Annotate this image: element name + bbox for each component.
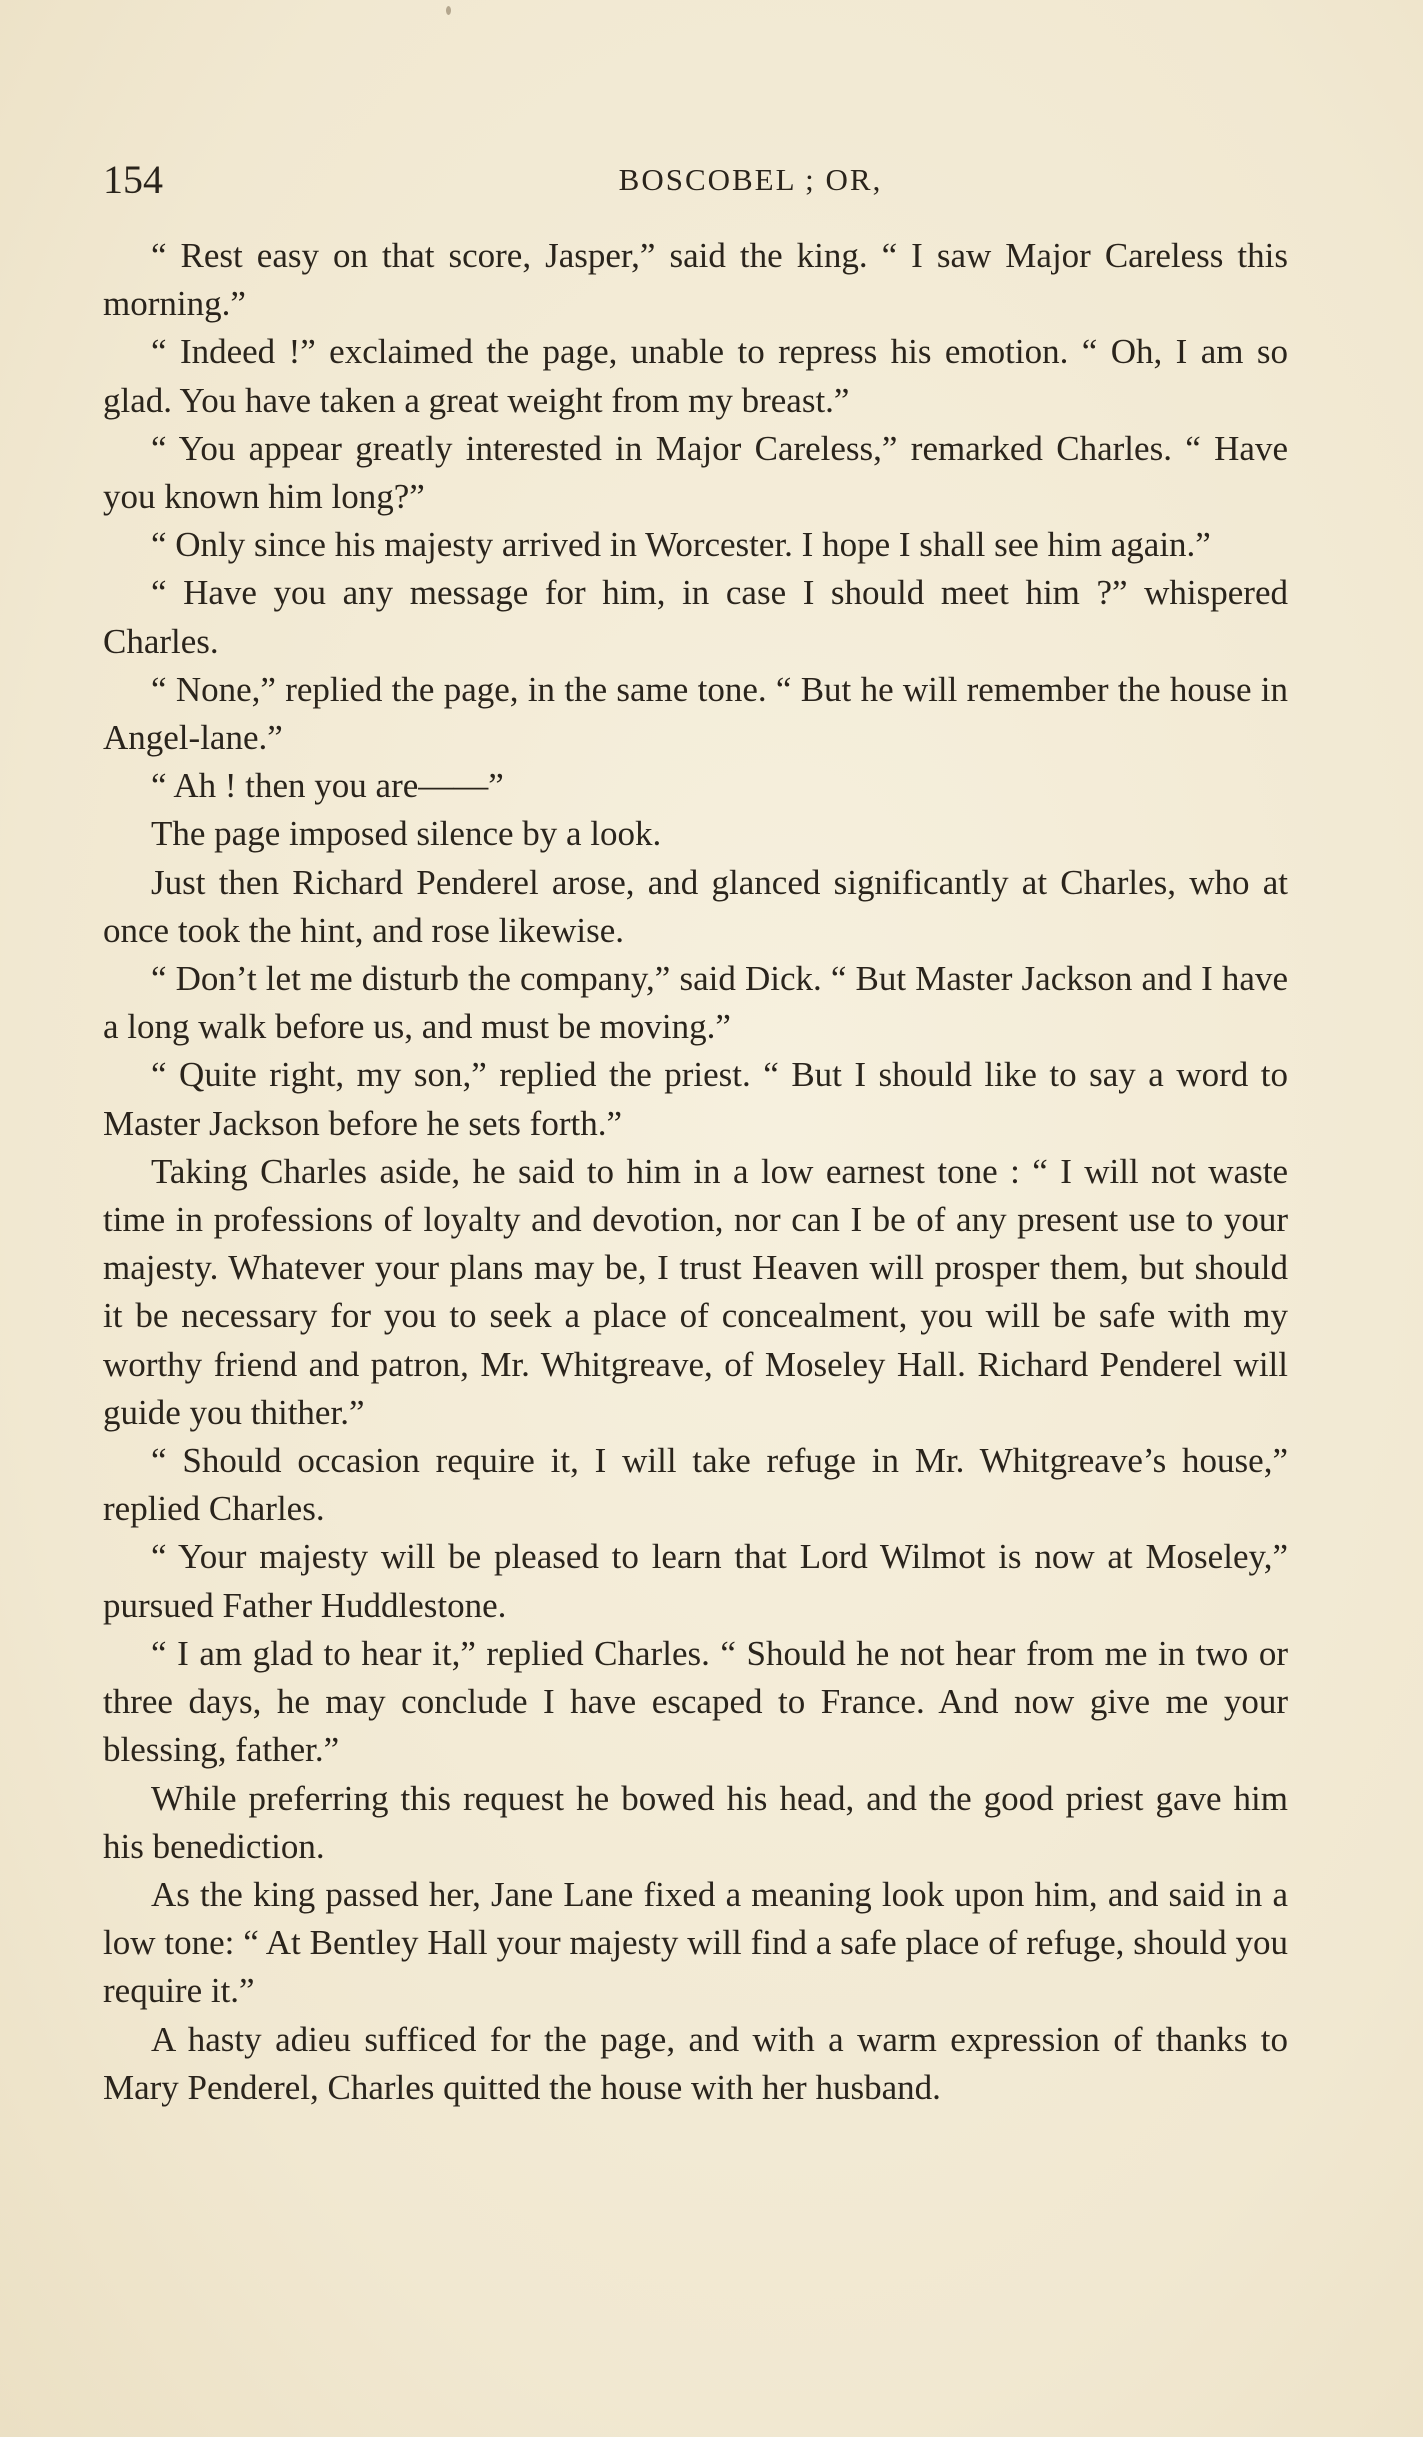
paragraph: “ Your majesty will be pleased to learn that Lord Wilmot is now at Moseley,” pursued Father Huddlestone. [103, 1537, 1288, 1625]
page-header [103, 150, 1288, 210]
paragraph: “ Have you any message for him, in case I should meet him ?” whispered Charles. [103, 573, 1288, 661]
paragraph: “ None,” replied the page, in the same tone. “ But he will remember the house in Angel-lane.” [103, 669, 1288, 758]
paragraph: As the king passed her, Jane Lane fixed a meaning look upon him, and said in a low tone: “ At Bentley Hall your majesty will find a safe place of refuge, should you require it.” [103, 1874, 1288, 2011]
paragraph: “ Only since his majesty arrived in Worcester. I hope I shall see him again.” [151, 525, 1211, 565]
paragraph: While preferring this request he bowed his head, and the good priest gave him his benediction. [103, 1778, 1288, 1866]
paragraph: Taking Charles aside, he said to him in a low earnest tone : “ I will not waste time in professions of loyalty and devotion, nor can I be of any present use to your majesty. Whatever your plans may be, I trust Heaven will prosper them, but should it be necessary for you to seek a place of concealment, you will be safe with my worthy friend and patron, Mr. Whitgreave, of Moseley Hall. Richard Penderel will guide you thither.” [103, 1151, 1288, 1432]
page-number: 154 [103, 157, 163, 202]
paragraph: “ Indeed !” exclaimed the page, unable to repress his emotion. “ Oh, I am so glad. You have taken a great weight from my breast.” [103, 332, 1288, 420]
body-text [103, 232, 1288, 2112]
running-head: BOSCOBEL ; OR, [618, 162, 883, 197]
paragraph: “ Rest easy on that score, Jasper,” said the king. “ I saw Major Careless this morning.” [103, 236, 1288, 324]
paragraph: “ Don’t let me disturb the company,” said Dick. “ But Master Jackson and I have a long walk before us, and must be moving.” [103, 959, 1288, 1047]
paragraph: Just then Richard Penderel arose, and glanced significantly at Charles, who at once took the hint, and rose likewise. [103, 862, 1288, 950]
paragraph: “ Ah ! then you are——” [151, 766, 504, 806]
paragraph: “ Should occasion require it, I will take refuge in Mr. Whitgreave’s house,” replied Charles. [103, 1441, 1288, 1529]
paragraph: “ Quite right, my son,” replied the priest. “ But I should like to say a word to Master Jackson before he sets forth.” [103, 1055, 1288, 1143]
paragraph: A hasty adieu sufficed for the page, and with a warm expression of thanks to Mary Penderel, Charles quitted the house with her husband. [103, 2019, 1288, 2107]
paragraph: The page imposed silence by a look. [151, 814, 662, 854]
paper-speck [446, 6, 451, 15]
paragraph: “ You appear greatly interested in Major Careless,” remarked Charles. “ Have you known him long?” [103, 428, 1288, 517]
paragraph: “ I am glad to hear it,” replied Charles. “ Should he not hear from me in two or three days, he may conclude I have escaped to France. And now give me your blessing, father.” [103, 1633, 1288, 1770]
